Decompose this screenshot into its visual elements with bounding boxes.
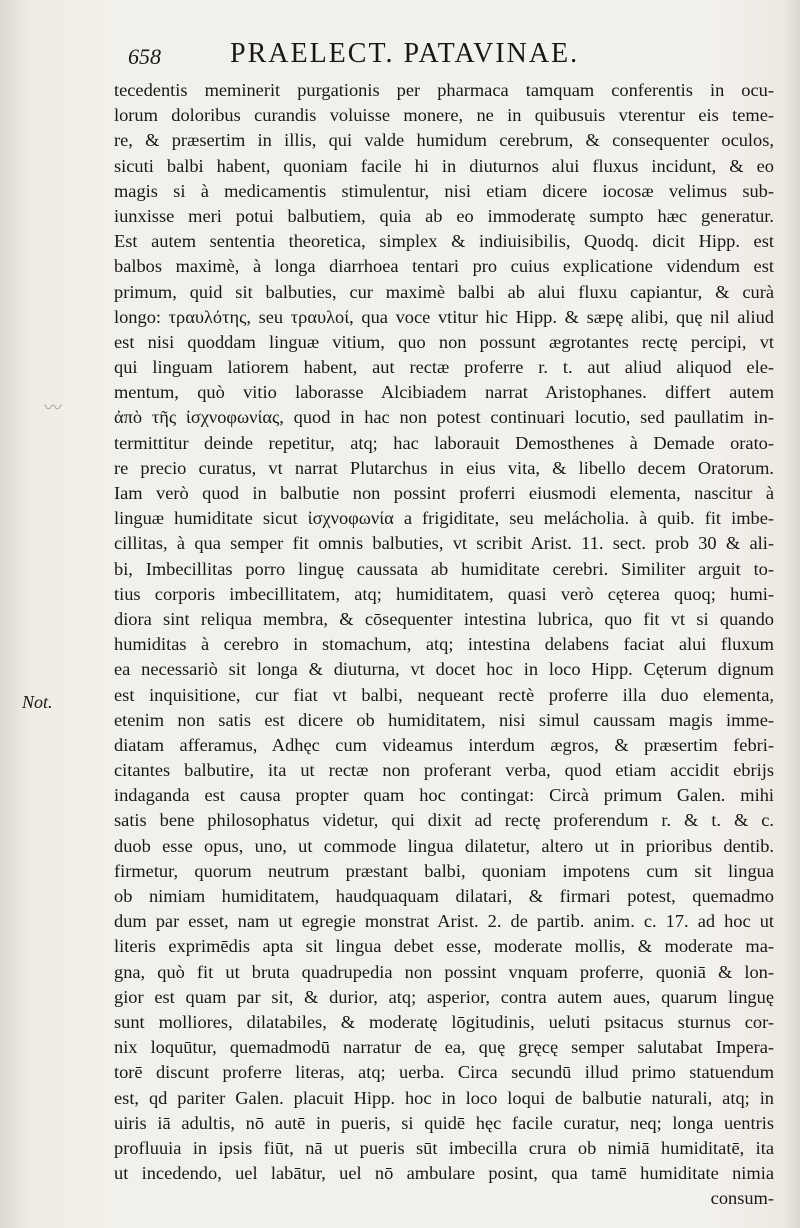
text-line: termittitur deinde repetitur, atq; hac laborauit Demosthenes à Demade orato- [114, 432, 774, 453]
body-text [114, 78, 774, 1211]
text-line: Est autem sententia theoretica, simplex & indiuisibilis, Quodq. dicit Hipp. est [114, 231, 774, 252]
text-line: balbos maximè, à longa diarrhoea tentari pro cuius explicatione videndum est [114, 256, 774, 277]
text-line: iunxisse meri potui balbutiem, quia ab eo immoderatę sumpto hæc generatur. [114, 205, 774, 226]
margin-bleed-mark: 〰 [44, 398, 62, 418]
text-line: est, qd pariter Galen. placuit Hipp. hoc in loco loqui de balbutie naturali, atq; in [114, 1087, 774, 1108]
text-line: diora sint reliqua membra, & cōsequenter intestina lubrica, quo fit vt si quando [114, 608, 774, 629]
text-line: sunt molliores, dilatabiles, & moderatę lōgitudinis, ueluti psitacus sturnus cor- [114, 1011, 774, 1032]
text-line: magis si à medicamentis stimulentur, nisi etiam dicere iocosæ velimus sub- [114, 180, 774, 201]
text-line: firmetur, quorum neutrum præstant balbi, quoniam impotens cum sit lingua [114, 860, 774, 881]
text-line: humiditas à cerebro in stomachum, atq; intestina delabens faciat alui fluxum [114, 634, 774, 655]
margin-note: Not. [22, 692, 53, 712]
text-line: primum, quid sit balbuties, cur maximè balbi ab alui fluxu capiantur, & curà [114, 281, 774, 302]
text-line: gior est quam par sit, & durior, atq; asperior, contra autem aues, quarum linguę [114, 986, 774, 1007]
text-line: gna, quò fit ut bruta quadrupedia non possint vnquam proferre, quoniā & lon- [114, 961, 774, 982]
text-line: sicuti balbi habent, quoniam facile hi in diuturnos alui fluxus incidunt, & eo [114, 155, 774, 176]
text-line: diatam afferamus, Adhęc cum videamus interdum ægros, & præsertim febri- [114, 734, 774, 755]
text-line: duob esse opus, uno, ut commode lingua dilatetur, altero ut in prioribus dentib. [114, 835, 774, 856]
text-line: est nisi quoddam linguæ vitium, quo non possunt ægrotantes rectę percipi, vt [114, 331, 774, 352]
page-number: 658 [128, 44, 161, 69]
text-line: tius corporis imbecillitatem, atq; humiditatem, quasi verò cęterea quoq; humi- [114, 583, 774, 604]
page-header [120, 38, 770, 74]
page-edge-shadow [782, 0, 800, 1228]
text-line: uiris iā adultis, nō autē in pueris, si quidē hęc facile curatur, neq; longa uentris [114, 1112, 774, 1133]
text-line: satis bene philosophatus videtur, qui dixit ad rectę proferendum r. & t. & c. [114, 810, 774, 831]
text-line: ea necessariò sit longa & diuturna, vt docet hoc in loco Hipp. Cęterum dignum [114, 659, 774, 680]
text-line: ἀπὸ τῆς ἰσχνοφωνίας, quod in hac non potest continuari locutio, sed paullatim in- [114, 407, 774, 428]
text-line: literis exprimēdis apta sit lingua debet esse, moderate mollis, & moderate ma- [114, 936, 774, 957]
text-line: Iam verò quod in balbutie non possint proferri eiusmodi elementa, nascitur à [114, 483, 774, 503]
text-line: cillitas, à qua semper fit omnis balbuties, vt scribit Arist. 11. sect. prob 30 & ali- [114, 533, 774, 554]
text-line: etenim non satis est dicere ob humiditatem, nisi simul caussam magis imme- [114, 709, 774, 730]
text-line: linguæ humiditate sicut ἰσχνοφωνία a frigiditate, seu melácholia. à quib. fit imbe- [114, 508, 774, 529]
text-line: torē discunt proferre literas, atq; uerba. Circa secundū illud primo statuendum [114, 1062, 774, 1083]
text-line: ob nimiam humiditatem, haudquaquam dilatari, & firmari potest, quemadmo [114, 886, 774, 906]
text-line: nix loquūtur, quemadmodū narratur de ea, quę gręcę semper salutabat Impera- [114, 1037, 774, 1058]
text-line: mentum, quò vitio laborasse Alcibiadem narrat Aristophanes. differt autem [114, 382, 774, 403]
text-line: est inquisitione, cur fiat vt balbi, nequeant rectè proferre illa duo elementa, [114, 684, 774, 705]
text-line: longo: τραυλότης, seu τραυλοί, qua voce vtitur hic Hipp. & sæpę alibi, quę nil aliud [114, 306, 774, 327]
text-line: citantes balbutire, ita ut rectæ non proferant verba, quod etiam accidit ebrijs [114, 760, 774, 781]
text-line: ut incedendo, uel labātur, uel nō ambulare posint, qua tamē humiditate nimia [114, 1163, 774, 1184]
running-title: PRAELECT. PATAVINAE. [230, 38, 580, 69]
text-line: re, & præsertim in illis, qui valde humidum cerebrum, & consequenter oculos, [114, 130, 774, 151]
text-line: indaganda est causa propter quam hoc contingat: Circà primum Galen. mihi [114, 785, 774, 806]
text-line: dum par esset, nam ut egregie monstrat Arist. 2. de partib. anim. c. 17. ad hoc ut [114, 911, 774, 932]
text-line: profluuia in ipsis fiūt, nā ut pueris sūt imbecilla crura ob nimiā humiditatē, ita [114, 1137, 774, 1158]
text-line: lorum doloribus curandis voluisse monere, ne in quibusuis vterentur eis teme- [114, 105, 774, 126]
text-line: tecedentis meminerit purgationis per pharmaca tamquam conferentis in ocu- [114, 80, 774, 100]
text-line: bi, Imbecillitas porro linguę caussata ab humiditate cerebri. Similiter arguit to- [114, 558, 774, 579]
text-line: re precio curatus, vt narrat Plutarchus in eius vita, & libello decem Oratorum. [114, 457, 774, 478]
text-line: consum- [710, 1188, 774, 1209]
text-line: qui linguam latiorem habent, aut rectæ proferre r. t. aut aliud aliquod ele- [114, 357, 774, 378]
